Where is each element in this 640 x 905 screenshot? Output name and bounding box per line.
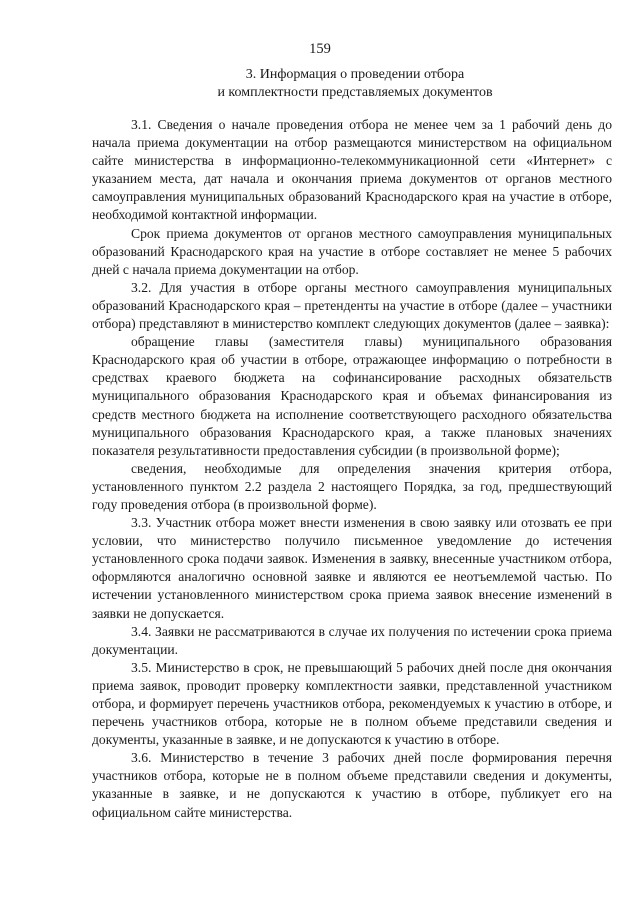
paragraph-3-5: 3.5. Министерство в срок, не превышающий 5 рабочих дней после дня окончания приема заявок, проводит проверку комплектности заявки, представленной участником отбора, и формирует перечень участников отбора, рекомендуемых к участию в отборе, и перечень участников отбора, которые не в полном объеме представили сведения и документы, указанные в заявке, и не допускаются к участию в отборе. xyxy=(92,659,612,748)
paragraph-3-2: 3.2. Для участия в отборе органы местного самоуправления муниципальных образований Краснодарского края – претенденты на участие в отборе (далее – участники отбора) представляют в министерство комплект следующих документов (далее – заявка): xyxy=(92,279,612,332)
page-number: 159 xyxy=(309,41,331,57)
paragraph-3-6: 3.6. Министерство в течение 3 рабочих дней после формирования перечня участников отбора, которые не в полном объеме представили сведения и документы, указанные в заявке, и не допускаются к участию в отборе, публикует его на официальном сайте министерства. xyxy=(92,750,612,820)
paragraph-3-3: 3.3. Участник отбора может внести изменения в свою заявку или отозвать ее при условии, что министерство получило письменное уведомление до истечения установленного срока подачи заявок. Изменения в заявку, внесенные участником отбора, оформляются аналогично основной заявке и являются ее неотъемлемой частью. По истечении установленного министерством срока приема заявок внесение изменений в заявки не допускается. xyxy=(92,515,612,621)
section-heading-line-1: 3. Информация о проведении отбора xyxy=(245,67,465,82)
paragraph-3-1: 3.1. Сведения о начале проведения отбора не менее чем за 1 рабочий день до начала приема документации на отбор размещаются министерством на официальном сайте министерства в информационно-телекоммуникационной сети «Интернет» с указанием места, дат начала и окончания приема документов от органов местного самоуправления муниципальных образований Краснодарского края на участие в отборе, необходимой контактной информации. xyxy=(92,117,612,223)
paragraph-application-appeal: обращение главы (заместителя главы) муниципального образования Краснодарского края об участии в отборе, отражающее информацию о потребности в средствах краевого бюджета на софинансирование расходных обязательств муниципального образования Краснодарского края и объемах финансирования из средств местного бюджета на исполнение соответствующего расходного обязательства муниципального образования Краснодарского края, а также плановых значениях показателя результативности предоставления субсидии (в произвольной форме); xyxy=(92,334,612,458)
body-text xyxy=(92,116,612,822)
paragraph-criterion-info: сведения, необходимые для определения значения критерия отбора, установленного пунктом 2.2 раздела 2 настоящего Порядка, за год, предшествующий году проведения отбора (в произвольной форме). xyxy=(92,460,612,512)
section-heading-line-2: и комплектности представляемых документов xyxy=(217,85,493,100)
paragraph-3-4: 3.4. Заявки не рассматриваются в случае их получения по истечении срока приема документации. xyxy=(92,623,612,657)
section-heading xyxy=(70,66,640,102)
paragraph-submission-period: Срок приема документов от органов местного самоуправления муниципальных образований Краснодарского края на участие в отборе составляет не менее 5 рабочих дней с начала приема документации на отбор. xyxy=(92,225,612,277)
